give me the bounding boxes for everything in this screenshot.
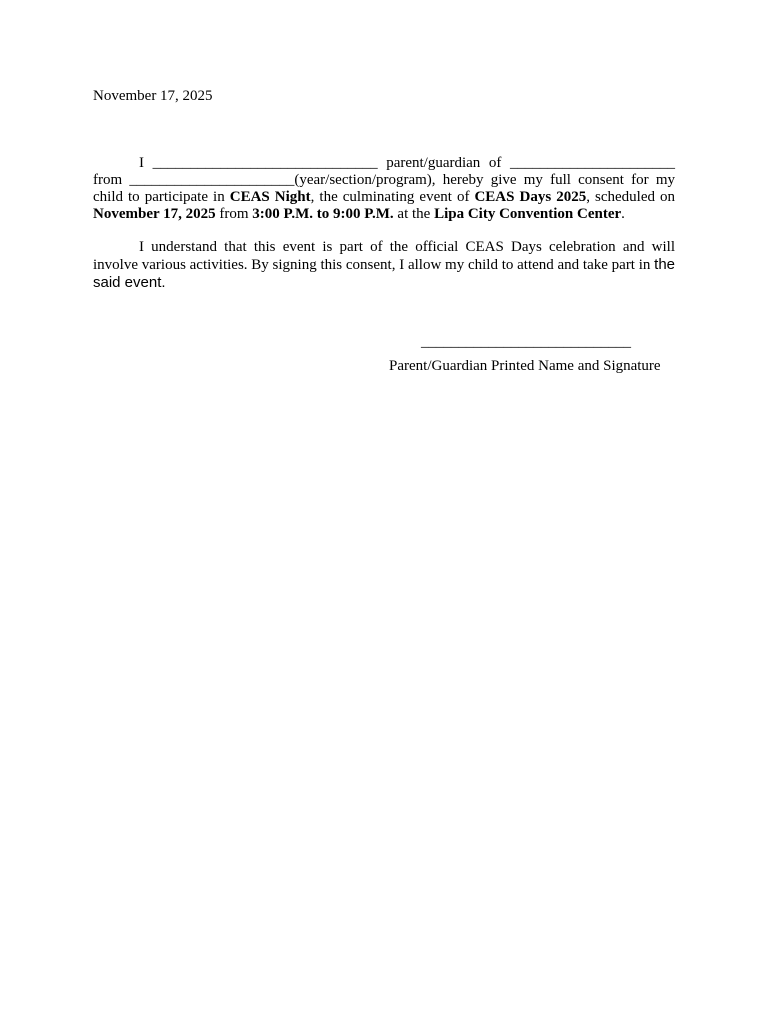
- understanding-paragraph: [93, 239, 675, 292]
- signature-label: Parent/Guardian Printed Name and Signature: [389, 358, 661, 374]
- at-the-text: at the: [393, 206, 435, 222]
- said-event-text: the said event.: [93, 256, 676, 291]
- culminating-text: , the culminating event of: [310, 189, 475, 205]
- from-word-text: from: [215, 206, 253, 222]
- event-series: CEAS Days 2025: [474, 189, 587, 205]
- consent-text: (year/section/program), hereby give my full consent for my child to participate in: [93, 172, 675, 205]
- understanding-text: I understand that this event is part of the official CEAS Days celebration and will involve various activities. By signing this consent, I allow my child to attend and take part in: [93, 239, 675, 273]
- section-blank: ______________________: [129, 172, 295, 188]
- signature-line: ____________________________: [421, 334, 631, 350]
- letter-date: November 17, 2025: [93, 88, 213, 104]
- consent-paragraph: [93, 155, 675, 223]
- pronoun-i: I: [139, 155, 144, 171]
- event-date: November 17, 2025: [93, 206, 216, 222]
- parent-name-blank: ______________________________: [152, 155, 378, 171]
- event-name: CEAS Night: [229, 189, 311, 205]
- child-name-blank: ______________________: [510, 155, 675, 171]
- period-text: .: [621, 206, 625, 222]
- scheduled-on-text: , scheduled on: [586, 189, 676, 205]
- event-time: 3:00 P.M. to 9:00 P.M.: [252, 206, 394, 222]
- parent-guardian-of-text: parent/guardian of: [377, 155, 510, 171]
- from-text: from: [93, 172, 130, 188]
- event-venue: Lipa City Convention Center: [434, 206, 622, 222]
